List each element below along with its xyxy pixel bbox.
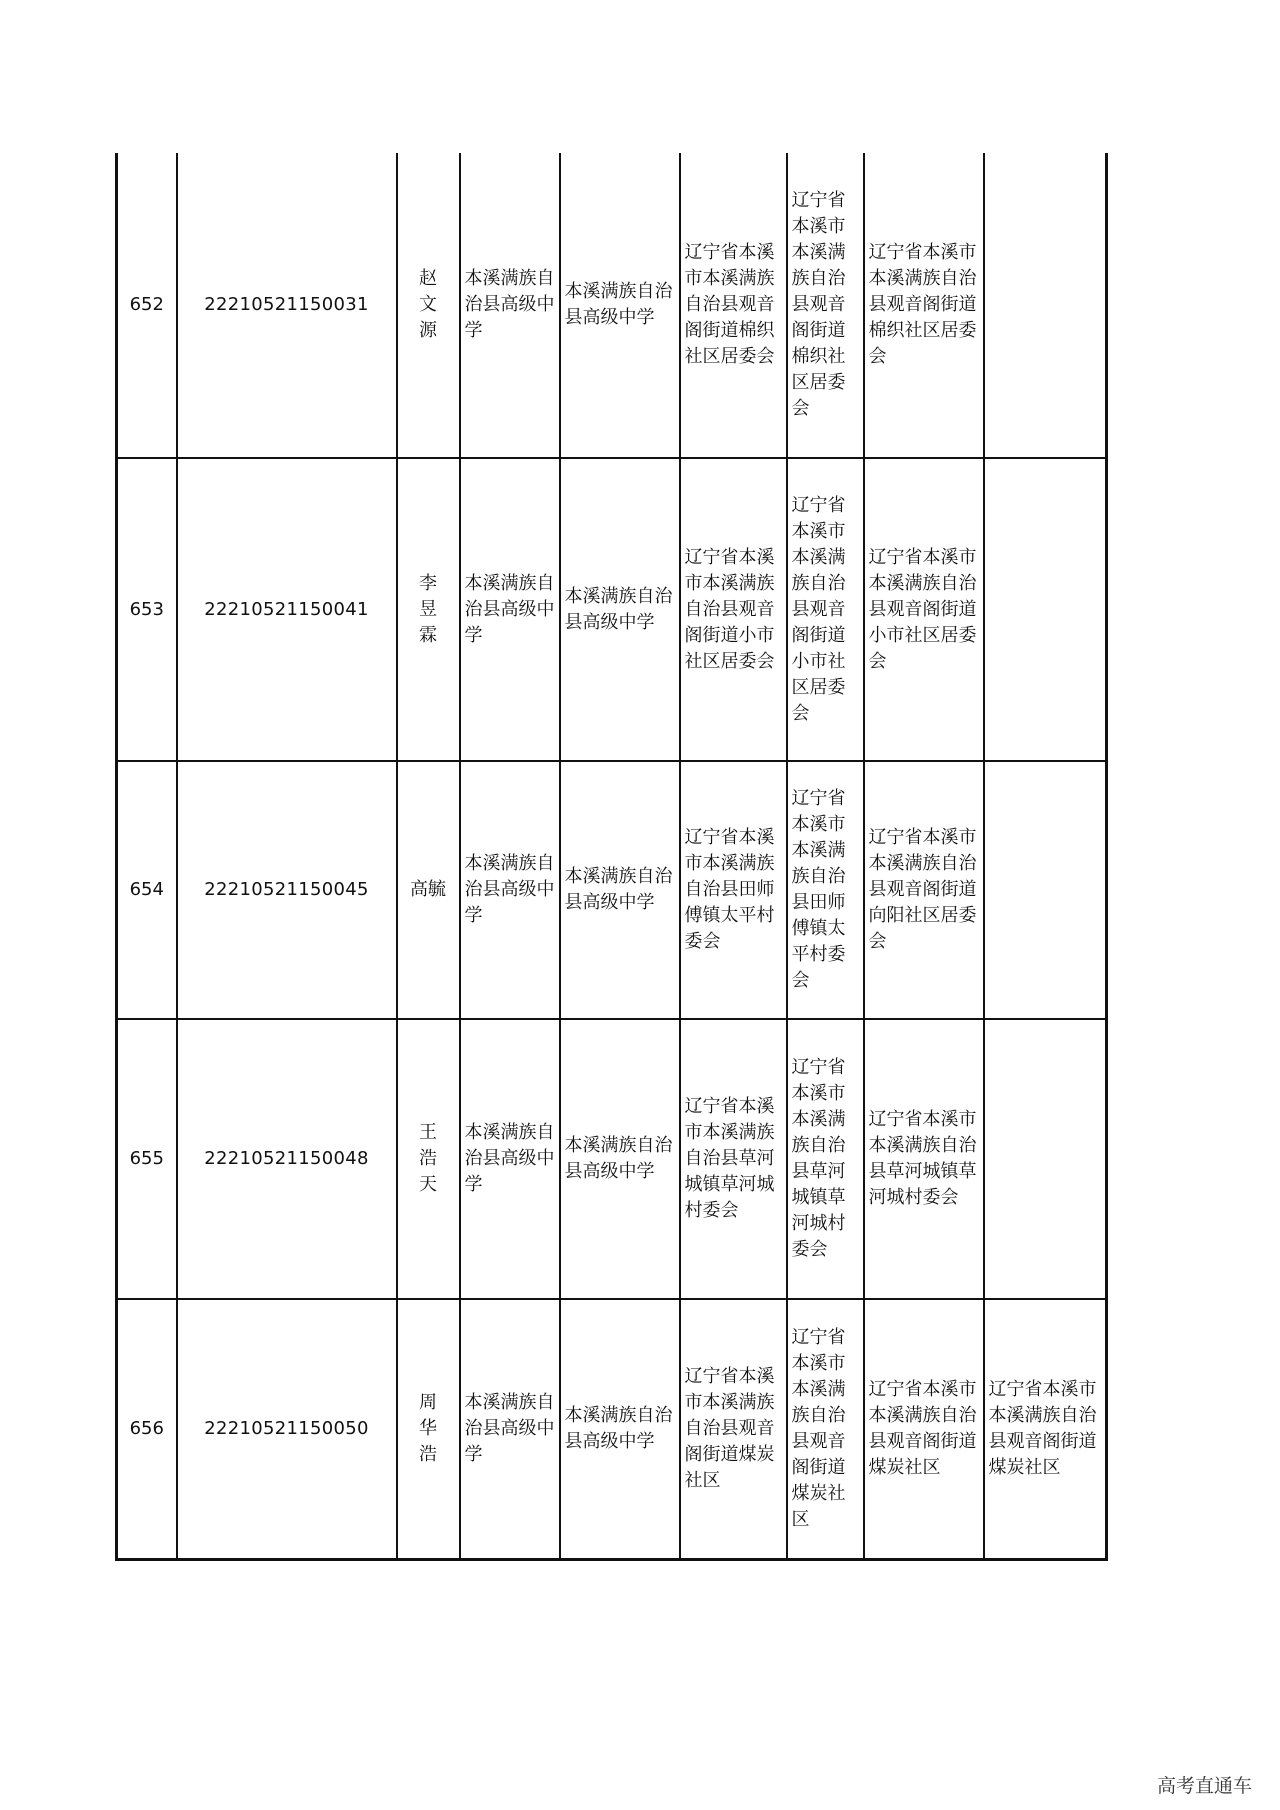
student-name-text: 周华浩 [418,1391,437,1465]
remark-cell: 辽宁省本溪市本溪满族自治县观音阁街道煤炭社区 [984,1299,1107,1559]
household-cell: 辽宁省本溪市本溪满族自治县观音阁街道棉织社区居委会 [680,153,787,458]
row-number: 655 [117,1019,177,1299]
row-number: 652 [117,153,177,458]
guardian-residence-cell: 辽宁省本溪市本溪满族自治县观音阁街道煤炭社区 [864,1299,984,1559]
school-cell: 本溪满族自治县高级中学 [460,1019,560,1299]
exam-id: 22210521150045 [177,761,397,1019]
guardian-residence-cell: 辽宁省本溪市本溪满族自治县草河城镇草河城村委会 [864,1019,984,1299]
guardian-residence-cell: 辽宁省本溪市本溪满族自治县观音阁街道小市社区居委会 [864,458,984,761]
residence-cell: 辽宁省本溪市本溪满族自治县田师傅镇太平村委会 [787,761,864,1019]
roster-body [117,153,1107,1559]
student-name-text: 王浩天 [418,1122,437,1195]
student-name [397,761,460,1019]
exam-id: 22210521150041 [177,458,397,761]
graduated-school-cell: 本溪满族自治县高级中学 [560,153,680,458]
site-watermark: 高考直通车 [1156,1775,1252,1797]
roster-table [115,153,1108,1561]
table-row [117,761,1107,1019]
graduated-school-cell: 本溪满族自治县高级中学 [560,1299,680,1559]
residence-cell: 辽宁省本溪市本溪满族自治县观音阁街道棉织社区居委会 [787,153,864,458]
guardian-residence-cell: 辽宁省本溪市本溪满族自治县观音阁街道棉织社区居委会 [864,153,984,458]
row-number: 656 [117,1299,177,1559]
exam-id: 22210521150048 [177,1019,397,1299]
school-cell: 本溪满族自治县高级中学 [460,458,560,761]
student-name [397,153,460,458]
household-cell: 辽宁省本溪市本溪满族自治县田师傅镇太平村委会 [680,761,787,1019]
student-name-text: 李昱霖 [418,572,437,646]
remark-cell [984,761,1107,1019]
residence-cell: 辽宁省本溪市本溪满族自治县观音阁街道煤炭社区 [787,1299,864,1559]
table-row [117,1019,1107,1299]
school-cell: 本溪满族自治县高级中学 [460,761,560,1019]
school-cell: 本溪满族自治县高级中学 [460,153,560,458]
residence-cell: 辽宁省本溪市本溪满族自治县观音阁街道小市社区居委会 [787,458,864,761]
row-number: 653 [117,458,177,761]
remark-cell [984,153,1107,458]
residence-cell: 辽宁省本溪市本溪满族自治县草河城镇草河城村委会 [787,1019,864,1299]
graduated-school-cell: 本溪满族自治县高级中学 [560,458,680,761]
student-name [397,1019,460,1299]
table-row [117,1299,1107,1559]
school-cell: 本溪满族自治县高级中学 [460,1299,560,1559]
student-name [397,458,460,761]
student-name [397,1299,460,1559]
exam-id: 22210521150050 [177,1299,397,1559]
student-name-text: 高毓 [410,879,446,900]
household-cell: 辽宁省本溪市本溪满族自治县草河城镇草河城村委会 [680,1019,787,1299]
student-name-text: 赵文源 [418,268,437,341]
table-row [117,153,1107,458]
graduated-school-cell: 本溪满族自治县高级中学 [560,1019,680,1299]
row-number: 654 [117,761,177,1019]
household-cell: 辽宁省本溪市本溪满族自治县观音阁街道小市社区居委会 [680,458,787,761]
remark-cell [984,1019,1107,1299]
guardian-residence-cell: 辽宁省本溪市本溪满族自治县观音阁街道向阳社区居委会 [864,761,984,1019]
remark-cell [984,458,1107,761]
household-cell: 辽宁省本溪市本溪满族自治县观音阁街道煤炭社区 [680,1299,787,1559]
graduated-school-cell: 本溪满族自治县高级中学 [560,761,680,1019]
exam-id: 22210521150031 [177,153,397,458]
table-row [117,458,1107,761]
